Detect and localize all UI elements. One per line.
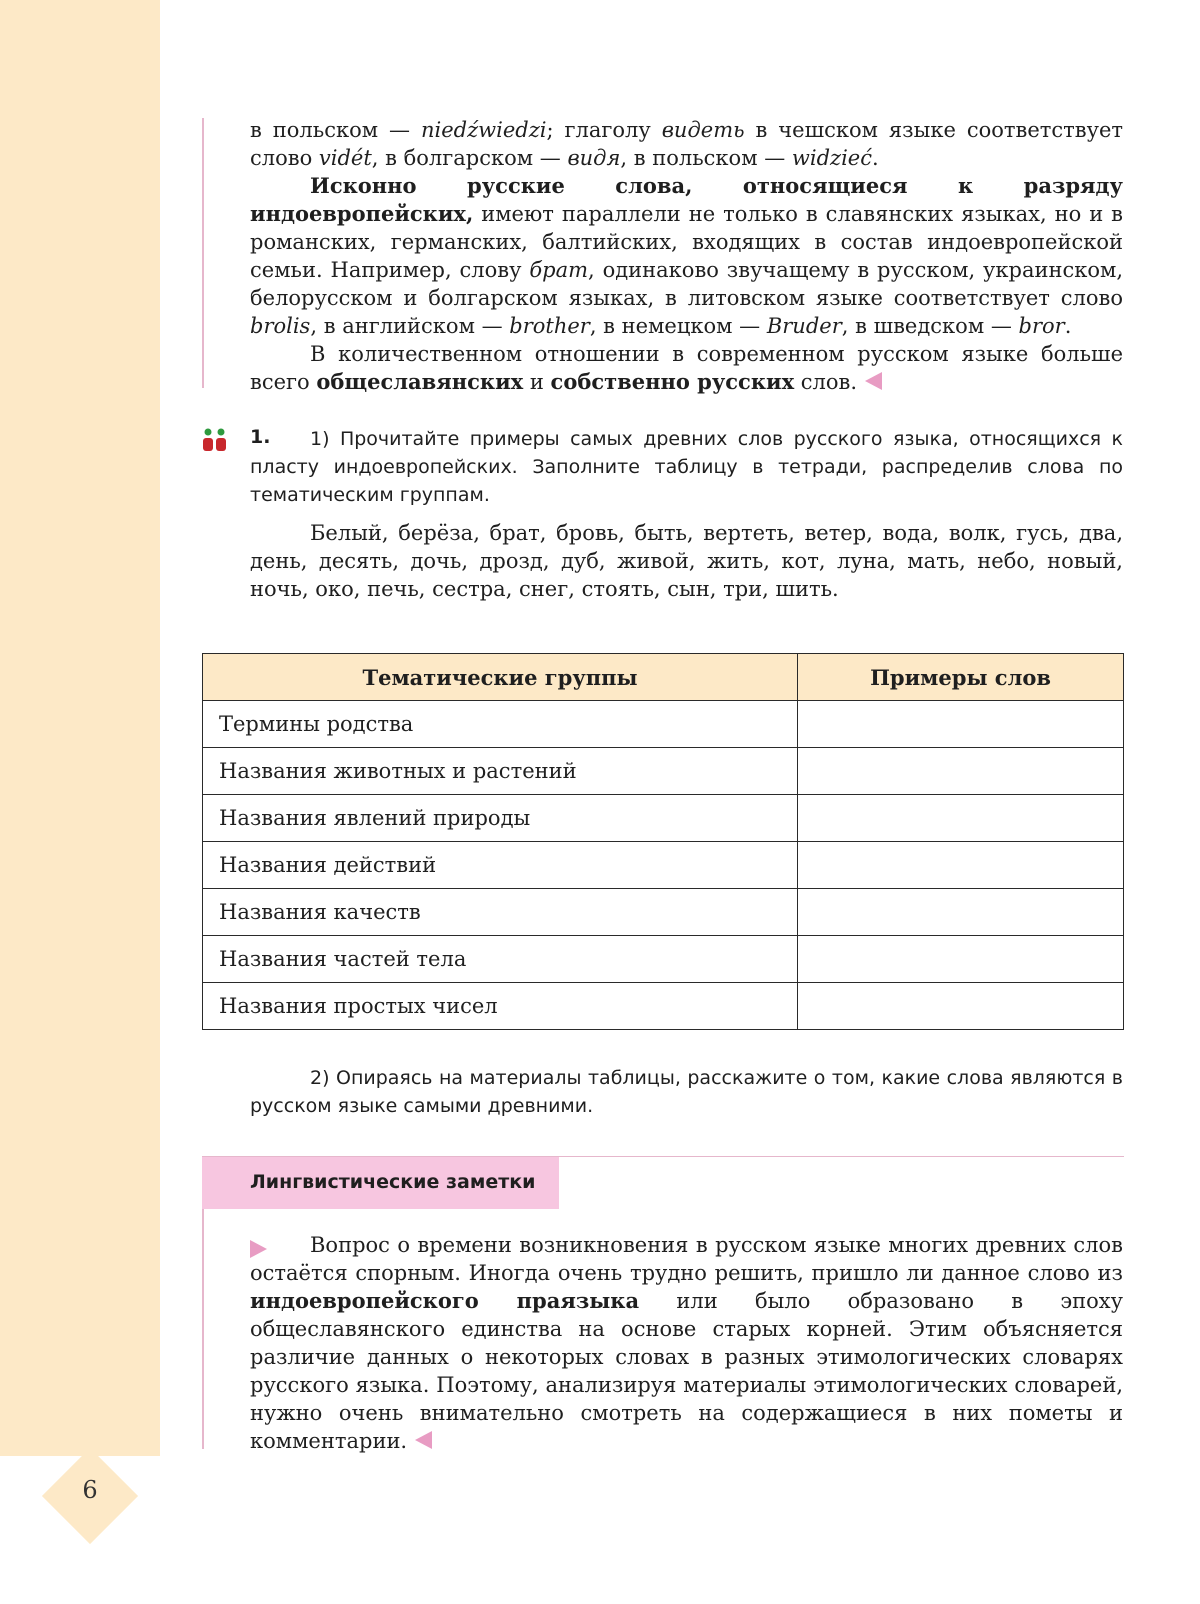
table-cell-group: Названия явлений природы bbox=[203, 795, 798, 842]
table-cell-group: Названия простых чисел bbox=[203, 983, 798, 1030]
intro-paragraph-1: в польском — niedźwiedzi; глаголу видеть в чешском языке соответствует слово vidét, в болгарском — видя, в польском — widzieć. bbox=[250, 118, 1123, 170]
table-cell-group: Термины родства bbox=[203, 701, 798, 748]
page-number: 6 bbox=[82, 1476, 98, 1504]
table-row bbox=[203, 795, 1124, 842]
notes-text bbox=[250, 1231, 1123, 1455]
end-marker-icon bbox=[865, 372, 882, 390]
table-row bbox=[203, 748, 1124, 795]
intro-paragraph-2: Исконно русские слова, относящиеся к разряду индоевропейских, имеют параллели не только в славянских языках, но и в романских, германских, балтийских, входящих в состав индоевропейской семьи. Например, слову брат, одинаково звучащему в русском, украинском, белорусском и болгарском языках, в литовском языке соответствует слово brolis, в английском — brother, в немецком — Bruder, в шведском — bror. bbox=[250, 173, 1124, 338]
notes-sidebar-bar bbox=[202, 1209, 204, 1449]
table-row bbox=[203, 701, 1124, 748]
page-margin-strip bbox=[0, 0, 160, 1604]
notes-end-marker-icon bbox=[415, 1431, 432, 1449]
notes-paragraph: Вопрос о времени возникновения в русском языке многих древних слов остаётся спорным. Иногда очень трудно решить, пришло ли данное слово из индоевропейского праязыка или было образовано в эпоху общеславянского единства на основе старых корней. Этим объясняется различие данных о некоторых словах в разных этимологических словарях русского языка. Поэтому, анализируя материалы этимологических словарей, нужно очень внимательно смотреть на содержащиеся в них пометы и комментарии. bbox=[250, 1233, 1123, 1453]
task-question-2 bbox=[250, 1064, 1123, 1120]
table-header-groups: Тематические группы bbox=[203, 654, 798, 701]
task-word-list: Белый, берёза, брат, бровь, быть, вертеть, ветер, вода, волк, гусь, два, день, десять, дочь, дрозд, дуб, живой, жить, кот, луна, мать, небо, новый, ночь, око, печь, сестра, снег, стоять, сын, три, шить. bbox=[250, 521, 1123, 601]
intro-sidebar-bar bbox=[202, 118, 204, 388]
notes-title: Лингвистические заметки bbox=[250, 1171, 536, 1193]
table-cell-group: Названия животных и растений bbox=[203, 748, 798, 795]
table-cell-examples bbox=[798, 701, 1124, 748]
table-row bbox=[203, 936, 1124, 983]
intro-text bbox=[250, 116, 1123, 396]
table-cell-examples bbox=[798, 983, 1124, 1030]
intro-paragraph-3: В количественном отношении в современном русском языке больше всего общеславянских и собственно русских слов. bbox=[250, 342, 1123, 394]
task-text bbox=[250, 425, 1123, 603]
task-instruction: 1) Прочитайте примеры самых древних слов русского языка, относящихся к пласту индоевропейских. Заполните таблицу в тетради, распределив слова по тематическим группам. bbox=[250, 428, 1123, 506]
table-header-examples: Примеры слов bbox=[798, 654, 1124, 701]
pair-work-icon bbox=[202, 428, 228, 452]
table-cell-examples bbox=[798, 748, 1124, 795]
task-number: 1. bbox=[250, 426, 271, 448]
table-cell-examples bbox=[798, 936, 1124, 983]
table-row bbox=[203, 983, 1124, 1030]
table-cell-examples bbox=[798, 842, 1124, 889]
table-row bbox=[203, 842, 1124, 889]
table-cell-group: Названия частей тела bbox=[203, 936, 798, 983]
table-cell-group: Названия действий bbox=[203, 842, 798, 889]
table-cell-examples bbox=[798, 795, 1124, 842]
table-cell-examples bbox=[798, 889, 1124, 936]
thematic-groups-table bbox=[202, 653, 1124, 1030]
task-question-2-text: 2) Опираясь на материалы таблицы, расскажите о том, какие слова являются в русском языке самыми древними. bbox=[250, 1067, 1123, 1117]
table-cell-group: Названия качеств bbox=[203, 889, 798, 936]
table-row bbox=[203, 889, 1124, 936]
